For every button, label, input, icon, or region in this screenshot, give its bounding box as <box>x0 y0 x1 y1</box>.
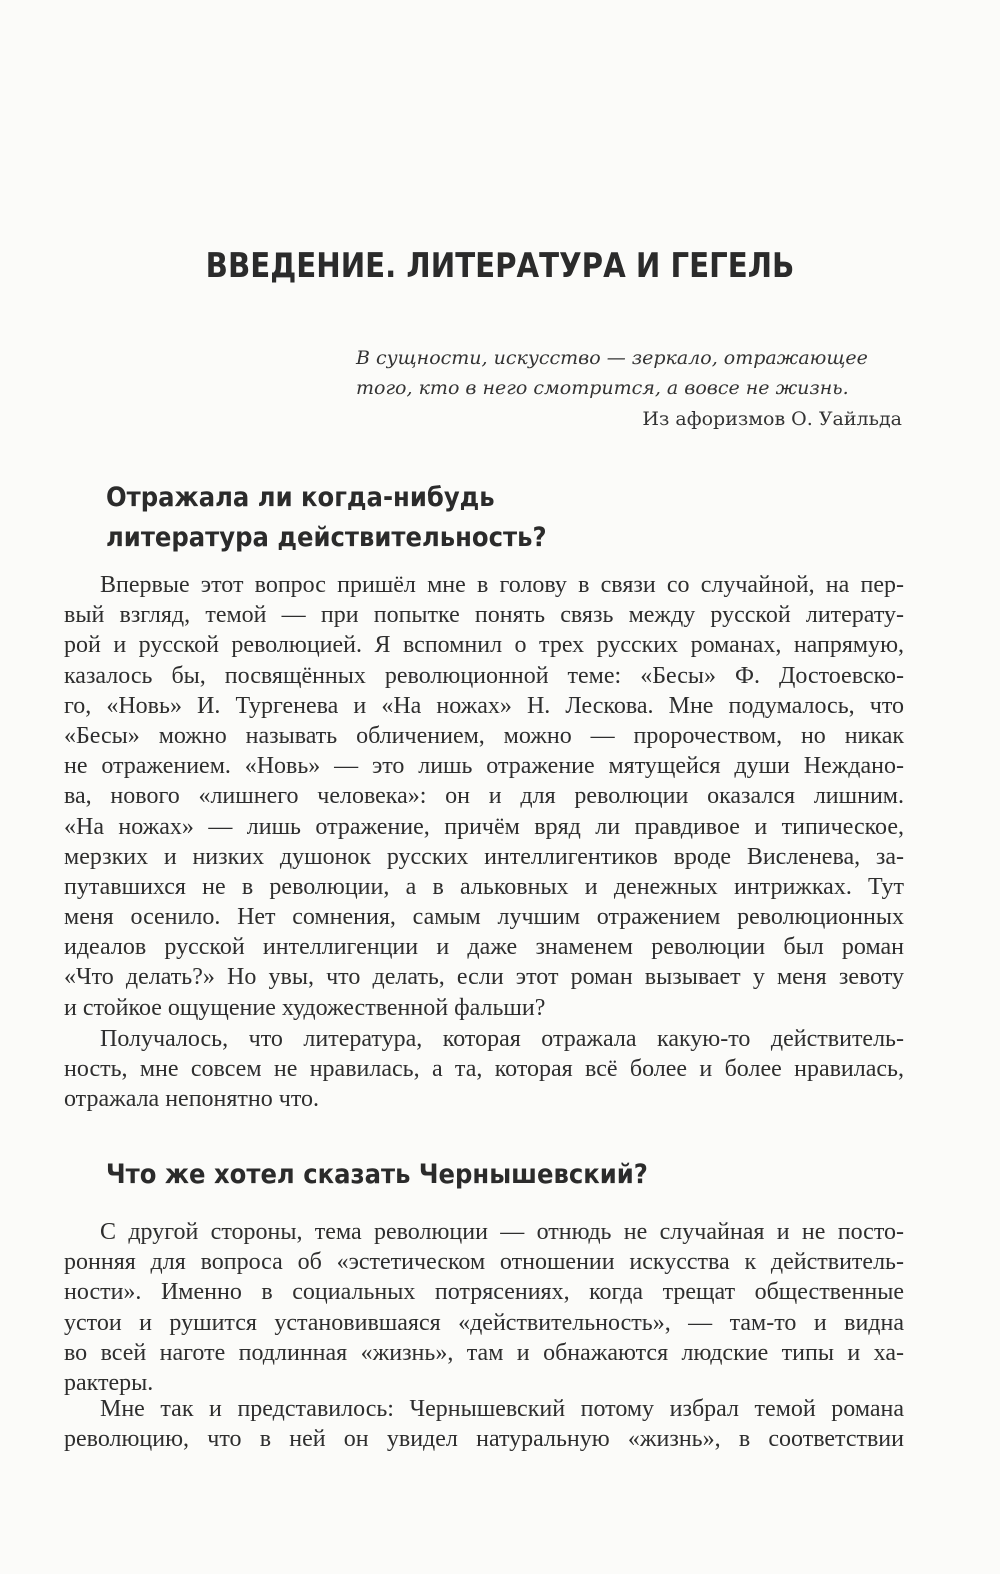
paragraph-2 <box>64 1024 904 1115</box>
heading-line: Отражала ли когда-нибудь <box>106 482 495 513</box>
paragraph-1 <box>64 570 904 1023</box>
text-line: рактеры. <box>64 1369 154 1396</box>
text-line: рой и русской революцией. Я вспомнил о трех русских романах, напрямую, <box>64 632 904 659</box>
paragraph-4 <box>64 1394 904 1454</box>
text-line: Получалось, что литература, которая отражала какую-то действитель- <box>100 1026 904 1052</box>
text-line: вый взгляд, темой — при попытке понять связь между русской литерату- <box>64 602 904 629</box>
epigraph <box>356 343 876 403</box>
chapter-title: ВВЕДЕНИЕ. ЛИТЕРАТУРА И ГЕГЕЛЬ <box>205 246 795 286</box>
text-line: ронняя для вопроса об «эстетическом отношении искусства к действитель- <box>64 1249 904 1276</box>
text-line: ности». Именно в социальных потрясениях, когда трещат общественные <box>64 1279 904 1306</box>
text-line: Мне так и представилось: Чернышевский потому избрал темой романа <box>100 1396 904 1422</box>
text-line: «На ножах» — лишь отражение, причём вряд ли правдивое и типическое, <box>64 813 904 840</box>
text-line: во всей наготе подлинная «жизнь», там и обнажаются людские типы и ха- <box>64 1339 904 1366</box>
text-line: революцию, что в ней он увидел натуральную «жизнь», в соответствии <box>64 1426 904 1453</box>
text-line: идеалов русской интеллигенции и даже знаменем революции был роман <box>64 934 904 961</box>
section-heading-chernyshevsky: Что же хотел сказать Чернышевский? <box>106 1159 648 1190</box>
text-line: и стойкое ощущение художественной фальши? <box>64 994 546 1021</box>
epigraph-line: того, кто в него смотрится, а вовсе не жизнь. <box>356 377 849 399</box>
text-line: ва, нового «лишнего человека»: он и для революции оказался лишним. <box>64 783 904 810</box>
text-line: «Бесы» можно называть обличением, можно — пророчеством, но никак <box>64 722 904 749</box>
text-line: ность, мне совсем не нравилась, а та, которая всё более и более нравилась, <box>64 1056 904 1083</box>
text-line: отражала непонятно что. <box>64 1086 319 1113</box>
heading-line: литература действительность? <box>106 522 547 553</box>
text-line: Впервые этот вопрос пришёл мне в голову в связи со случайной, на пер- <box>100 572 904 598</box>
epigraph-source: Из афоризмов О. Уайльда <box>642 408 902 430</box>
text-line: путавшихся не в революции, а в альковных и денежных интрижках. Тут <box>64 873 904 900</box>
text-line: «Что делать?» Но увы, что делать, если этот роман вызывает у меня зевоту <box>64 964 904 991</box>
text-line: устои и рушится установившаяся «действительность», — там-то и видна <box>64 1309 904 1336</box>
text-line: не отражением. «Новь» — это лишь отражение мятущейся души Неждано- <box>64 753 904 780</box>
section-heading-reflection <box>106 478 547 558</box>
epigraph-line: В сущности, искусство — зеркало, отражающее <box>356 347 868 369</box>
text-line: мерзких и низких душонок русских интеллигентиков вроде Висленева, за- <box>64 843 904 870</box>
text-line: казалось бы, посвящённых революционной теме: «Бесы» Ф. Достоевско- <box>64 662 904 689</box>
text-line: С другой стороны, тема революции — отнюдь не случайная и не посто- <box>100 1219 904 1245</box>
text-line: го, «Новь» И. Тургенева и «На ножах» Н. Лескова. Мне подумалось, что <box>64 692 904 719</box>
text-line: меня осенило. Нет сомнения, самым лучшим отражением революционных <box>64 904 904 931</box>
paragraph-3 <box>64 1217 904 1398</box>
